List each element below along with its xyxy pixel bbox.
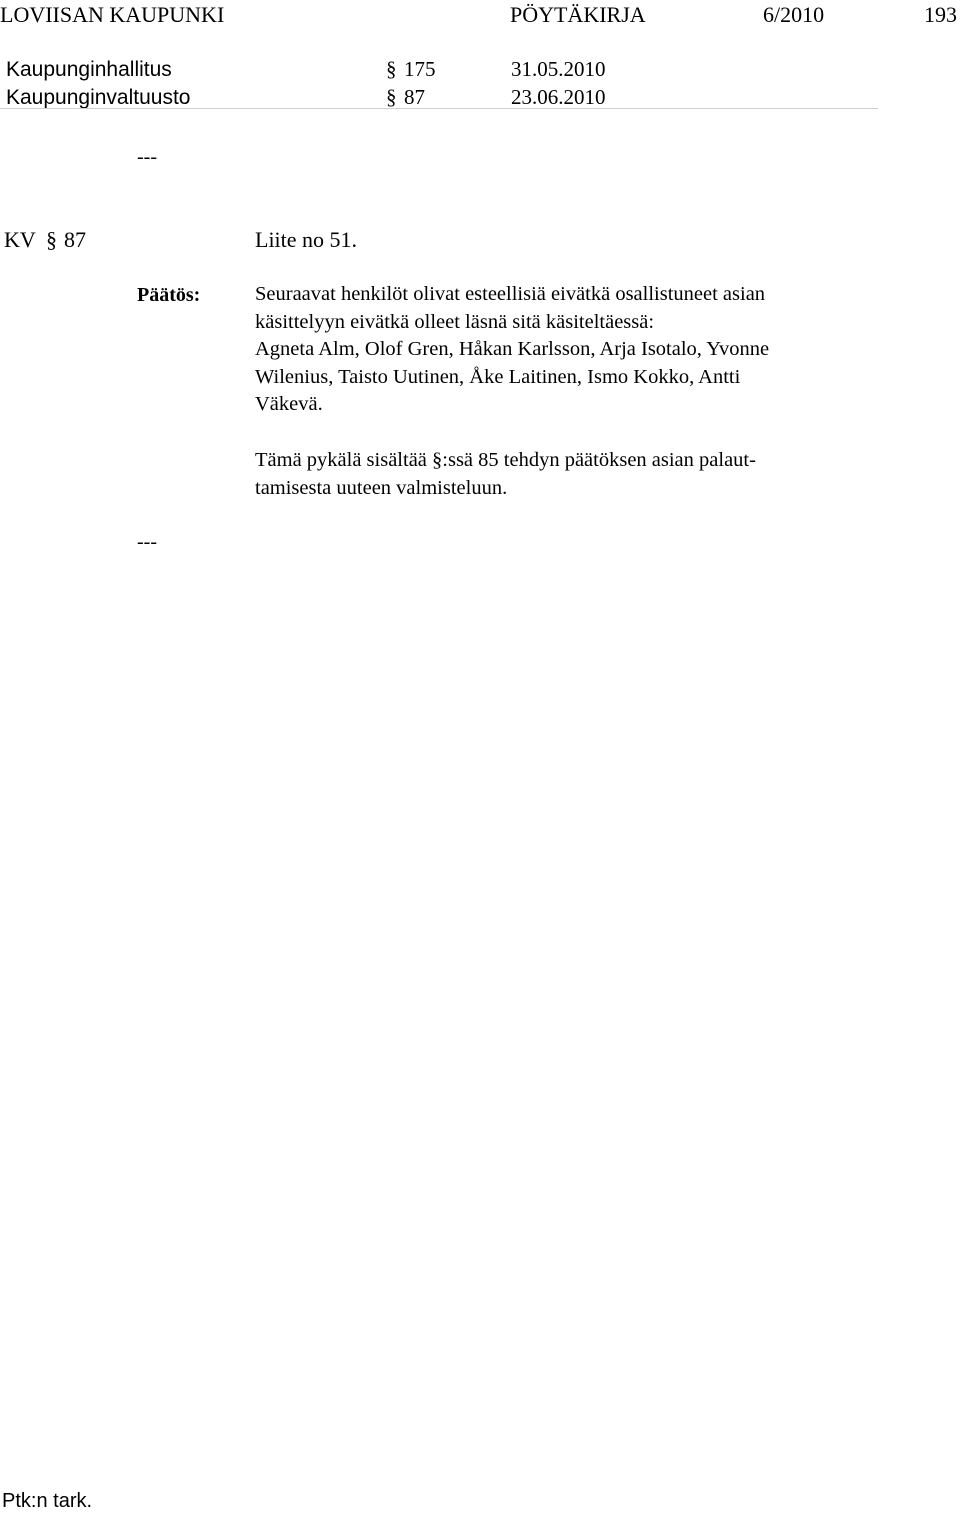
verification-label: Ptk:n tark. bbox=[2, 1490, 93, 1512]
decision-line: käsittelyyn eivätkä olleet läsnä sitä käsiteltäessä: bbox=[255, 310, 655, 333]
decision-line: Wilenius, Taisto Uutinen, Åke Laitinen, Ismo Kokko, Antti bbox=[255, 365, 741, 388]
decision-line: Agneta Alm, Olof Gren, Håkan Karlsson, Arja Isotalo, Yvonne bbox=[255, 338, 770, 360]
body-name-1: Kaupunginhallitus bbox=[6, 58, 172, 81]
body-name-2: Kaupunginvaltuusto bbox=[6, 86, 191, 109]
section-symbol-1: § bbox=[386, 57, 397, 81]
section-date-2: 23.06.2010 bbox=[511, 85, 606, 109]
page-number: 193 bbox=[924, 2, 957, 27]
section-symbol-2: § bbox=[386, 85, 397, 109]
decision-line: Väkevä. bbox=[255, 393, 323, 415]
decision-paragraph-2 bbox=[255, 447, 895, 502]
decision-line: Tämä pykälä sisältää §:ssä 85 tehdyn päätöksen asian palaut- bbox=[255, 449, 756, 471]
issue-number: 6/2010 bbox=[763, 2, 825, 27]
item-section-symbol: § bbox=[46, 227, 57, 252]
section-date-1: 31.05.2010 bbox=[511, 57, 606, 81]
separator-top: --- bbox=[137, 146, 157, 168]
attachment-reference: Liite no 51. bbox=[255, 227, 358, 252]
section-number-2: 87 bbox=[404, 85, 425, 109]
decision-paragraph-1 bbox=[255, 281, 895, 419]
section-number-1: 175 bbox=[404, 57, 436, 81]
header-divider bbox=[0, 108, 878, 109]
decision-line: tamisesta uuteen valmisteluun. bbox=[255, 476, 508, 499]
document-type: PÖYTÄKIRJA bbox=[510, 2, 646, 27]
separator-bottom: --- bbox=[137, 531, 157, 553]
decision-line: Seuraavat henkilöt olivat esteellisiä eivätkä osallistuneet asian bbox=[255, 283, 766, 305]
item-section-number: 87 bbox=[64, 227, 86, 252]
item-body-abbr: KV bbox=[4, 227, 36, 252]
organization-name: LOVIISAN KAUPUNKI bbox=[0, 2, 225, 27]
decision-label: Päätös: bbox=[137, 284, 201, 306]
